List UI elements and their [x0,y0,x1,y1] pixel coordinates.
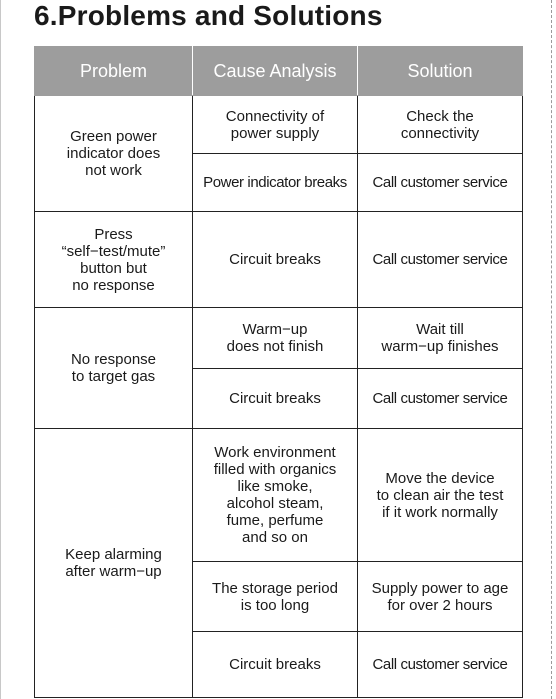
cause-cell: Circuit breaks [193,632,358,698]
header-problem: Problem [35,47,193,96]
cause-cell: The storage period is too long [193,562,358,632]
solution-cell: Move the device to clean air the test if it work normally [358,429,523,562]
cause-cell: Circuit breaks [193,369,358,429]
problem-cell: Press “self−test/mute” button but no response [35,212,193,308]
problems-solutions-table [34,46,523,698]
solution-cell: Call customer service [358,632,523,698]
table-row [35,96,523,154]
solution-cell: Check the connectivity [358,96,523,154]
right-dashed-rule [551,0,552,699]
header-solution: Solution [358,47,523,96]
problem-cell: No response to target gas [35,308,193,429]
cause-cell: Power indicator breaks [193,154,358,212]
cause-cell: Circuit breaks [193,212,358,308]
page-title: 6.Problems and Solutions [34,0,383,31]
table-row [35,212,523,308]
table-row [35,429,523,562]
header-cause-analysis: Cause Analysis [193,47,358,96]
solution-cell: Call customer service [358,212,523,308]
cause-cell: Warm−up does not finish [193,308,358,369]
cause-cell: Connectivity of power supply [193,96,358,154]
solution-cell: Call customer service [358,369,523,429]
problem-cell: Keep alarming after warm−up [35,429,193,698]
cause-cell: Work environment filled with organics like smoke, alcohol steam, fume, perfume and so on [193,429,358,562]
table-row [35,308,523,369]
solution-cell: Call customer service [358,154,523,212]
problem-cell: Green power indicator does not work [35,96,193,212]
solution-cell: Supply power to age for over 2 hours [358,562,523,632]
solution-cell: Wait till warm−up finishes [358,308,523,369]
left-margin-rule [0,0,1,699]
table-header-row [35,47,523,96]
